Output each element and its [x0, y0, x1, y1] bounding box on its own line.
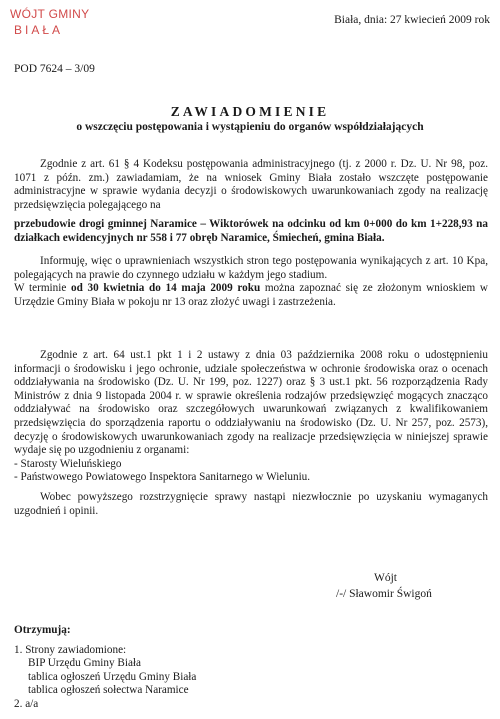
stamp-line-1: WÓJT GMINY [10, 7, 90, 21]
recipient-line: BIP Urzędu Gminy Biała [28, 657, 141, 670]
office-stamp [10, 6, 114, 38]
paragraph-consultation [14, 349, 488, 485]
consultation-text: Zgodnie z art. 64 ust.1 pkt 1 i 2 ustawy z dnia 03 października 2008 roku o udostępnieniu informacji o środowisku i jego ochronie, udziale społeczeństwa w ochronie środowiska oraz o ocenach oddziaływania na środowisko (Dz. U. Nr 199, poz. 1227) oraz § 3 ust.1 pkt. 56 rozporządzenia Rady Ministrów z dnia 9 listopada 2004 r. w sprawie określenia rodzajów przedsięwzięć mogących znacząco oddziaływać na środowisko oraz szczegółowych uwarunkowań związanych z kwalifikowaniem przedsięwzięcia do sporządzenia raportu o oddziaływaniu na środowisko (Dz. U. Nr 257, poz. 2573), decyzję o środowiskowych uwarunkowaniach zgody na realizacje przedsięwzięcia w niniejszej sprawie wydaje się po uzgodnieniu z organami: [14, 349, 488, 457]
signature-block [300, 570, 490, 602]
document-date: Biała, dnia: 27 kwiecień 2009 rok [334, 14, 490, 26]
paragraph-legal-basis: Zgodnie z art. 61 § 4 Kodeksu postępowania administracyjnego (tj. z 2000 r. Dz. U. Nr 98, poz. 1071 z późn. zm.) zawiadamiam, że na wniosek Gminy Biała zostało wszczęte postępowanie administracyjne w sprawie wydania decyzji o środowiskowych uwarunkowaniach zgody na realizację przedsięwzięcia polegającego na [14, 158, 488, 211]
paragraph-party-rights [14, 255, 488, 309]
recipient-line: 2. a/a [14, 697, 39, 710]
recipients-list [14, 624, 314, 712]
rights-sentence: Informuję, więc o uprawnieniach wszystkich stron tego postępowania wynikających z art. 10 Kpa, polegających na prawie do czynnego udziału w każdym jego stadium. [14, 255, 488, 281]
recipient-line: 1. Strony zawiadomione: [14, 643, 127, 656]
recipient-line: tablica ogłoszeń sołectwa Naramice [28, 684, 189, 697]
consultation-item: - Starosty Wieluńskiego [14, 457, 122, 470]
paragraph-project-description: przebudowie drogi gminnej Naramice – Wiktorówek na odcinku od km 0+000 do km 1+228,93 na działkach ewidencyjnych nr 558 i 77 obręb Naramice, Śmiecheń, gmina Biała. [14, 218, 488, 244]
signatory-role: Wójt [374, 572, 397, 584]
paragraph-conclusion: Wobec powyższego rozstrzygnięcie sprawy nastąpi niezwłocznie po uzyskaniu wymaganych uzgodnień i opinii. [14, 491, 488, 517]
signatory-name: /-/ Sławomir Świgoń [336, 588, 432, 600]
consultation-item: - Państwowego Powiatowego Inspektora Sanitarnego w Wieluniu. [14, 471, 311, 484]
deadline-suffix: można zapoznać się ze złożonym wnioskiem w Urzędzie Gminy Biała w pokoju nr 13 oraz złożyć uwagi i zastrzeżenia. [14, 282, 488, 308]
deadline-dates: od 30 kwietnia do 14 maja 2009 roku [71, 282, 261, 295]
deadline-prefix: W terminie [14, 282, 71, 295]
recipient-line: tablica ogłoszeń Urzędu Gminy Biała [28, 670, 197, 683]
stamp-line-2: BIAŁA [14, 23, 64, 37]
document-subtitle: o wszczęciu postępowania i wystąpieniu do organów współdziałających [76, 121, 424, 133]
reference-number: POD 7624 – 3/09 [14, 63, 95, 75]
document-title: ZAWIADOMIENIE [170, 104, 330, 119]
recipients-heading: Otrzymują: [14, 624, 71, 636]
deadline-sentence [14, 282, 488, 309]
